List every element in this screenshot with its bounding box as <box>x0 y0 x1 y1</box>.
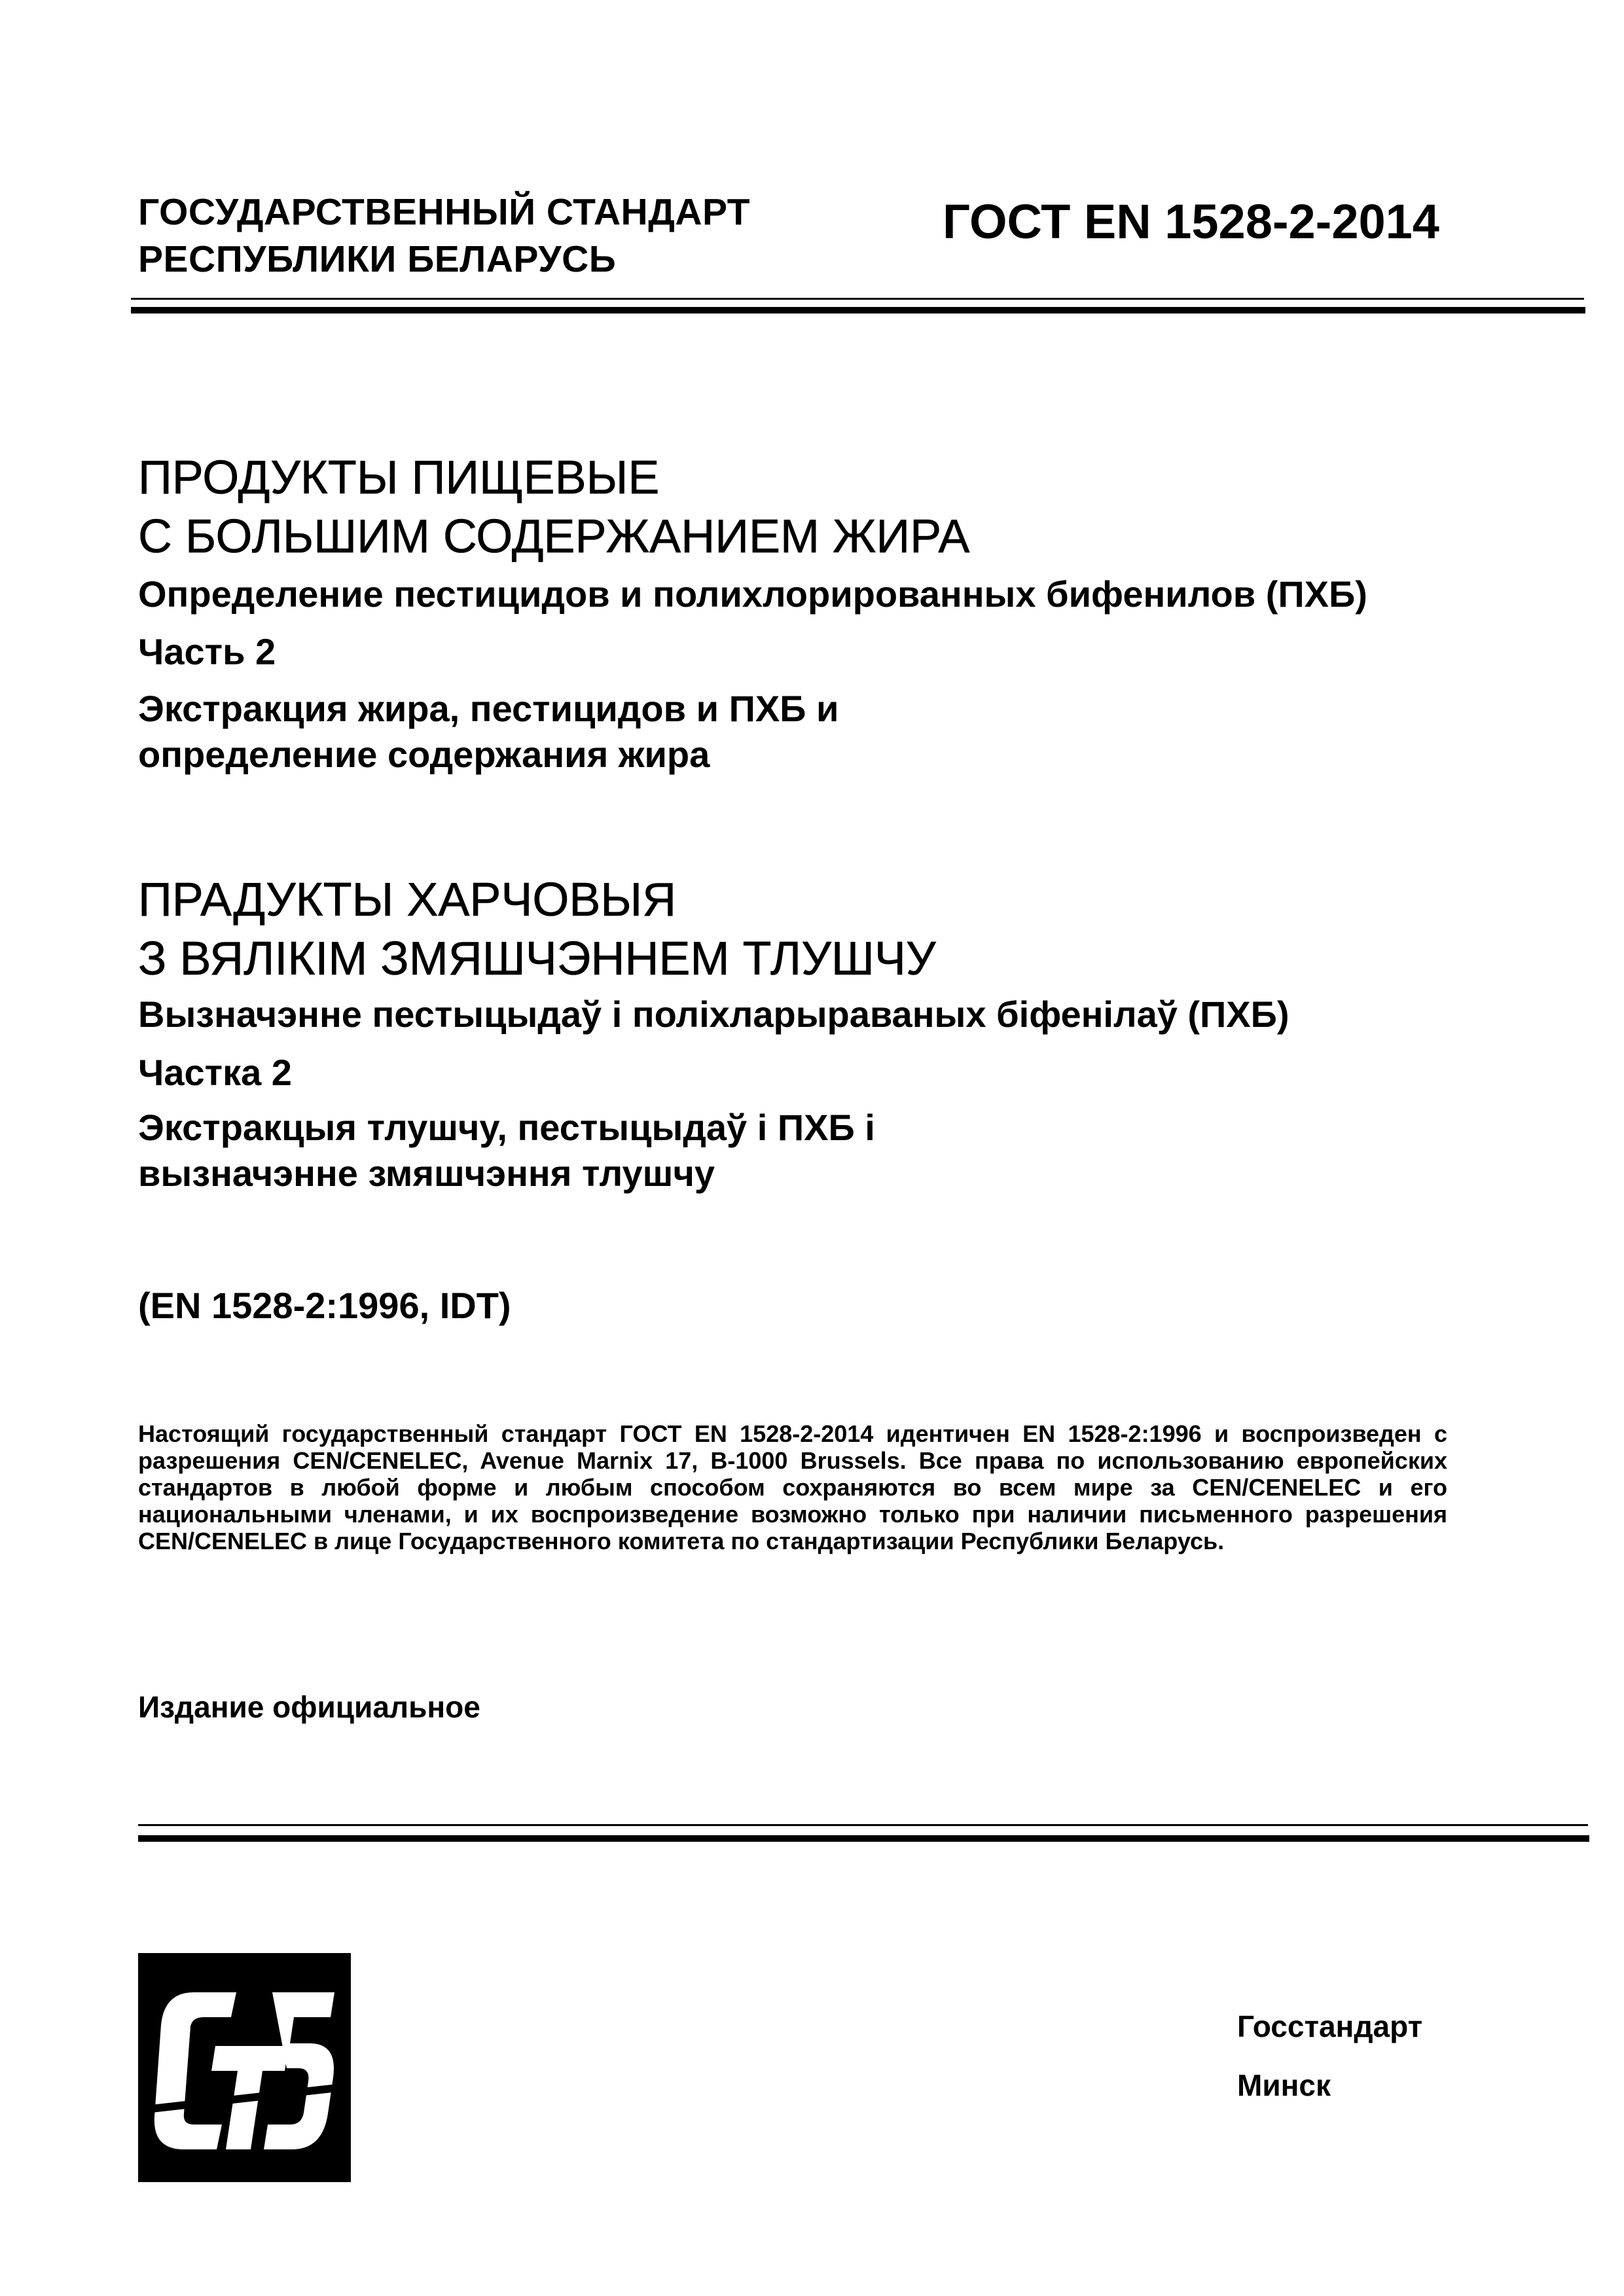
footer-divider-thick <box>138 1835 1589 1842</box>
edition-label: Издание официальное <box>138 1690 480 1724</box>
publisher-city: Минск <box>1237 2068 1331 2102</box>
part-title-by-line-2: вызначэнне змяшчэння тлушчу <box>138 1153 715 1194</box>
subtitle-by: Вызначэнне пестыцыдаў і поліхларыраваных біфенілаў (ПХБ) <box>138 994 1290 1035</box>
copyright-notice: Настоящий государственный стандарт ГОСТ EN 1528-2-2014 идентичен EN 1528-2:1996 и воспроизведен с разрешения CEN/CENELEC, Avenue Marnix 17, B-1000 Brussels. Все права по использованию европейских стандартов в любой форме и любым способом сохраняются во всем мире за CEN/CENELEC и его национальными членами, и их воспроизведение возможно только при наличии письменного разрешения CEN/CENELEC в лице Государственного комитета по стандартизации Республики Беларусь. <box>138 1420 1447 1554</box>
stb-logo-graphic <box>138 1953 351 2182</box>
equivalence-designation: (EN 1528-2:1996, IDT) <box>138 1285 511 1326</box>
publisher-name: Госстандарт <box>1237 2009 1423 2043</box>
state-standard-heading <box>138 188 750 283</box>
title-ru-line-2: С БОЛЬШИМ СОДЕРЖАНИЕМ ЖИРА <box>138 511 970 563</box>
document-number: ГОСТ EN 1528-2-2014 <box>943 194 1439 249</box>
part-by: Частка 2 <box>138 1052 292 1093</box>
title-ru-line-1: ПРОДУКТЫ ПИЩЕВЫЕ <box>138 452 660 504</box>
title-by-line-1: ПРАДУКТЫ ХАРЧОВЫЯ <box>138 874 677 926</box>
part-title-by <box>138 1105 875 1196</box>
part-title-by-line-1: Экстракцыя тлушчу, пестыцыдаў і ПХБ і <box>138 1107 875 1148</box>
title-ru <box>138 448 969 566</box>
subtitle-ru: Определение пестицидов и полихлорированных бифенилов (ПХБ) <box>138 573 1367 615</box>
stb-logo-icon <box>138 1953 351 2182</box>
state-standard-line-1: ГОСУДАРСТВЕННЫЙ СТАНДАРТ <box>138 191 751 233</box>
footer-divider-thin <box>138 1824 1588 1826</box>
part-title-ru-line-2: определение содержания жира <box>138 734 710 775</box>
title-by-line-2: З ВЯЛІКІМ ЗМЯШЧЭННЕМ ТЛУШЧУ <box>138 933 936 985</box>
part-title-ru <box>138 686 839 778</box>
part-ru: Часть 2 <box>138 631 276 672</box>
part-title-ru-line-1: Экстракция жира, пестицидов и ПХБ и <box>138 688 839 729</box>
header-divider-thin <box>131 298 1584 300</box>
state-standard-line-2: РЕСПУБЛИКИ БЕЛАРУСЬ <box>138 238 617 280</box>
title-by <box>138 870 936 988</box>
header-divider-thick <box>131 307 1585 314</box>
